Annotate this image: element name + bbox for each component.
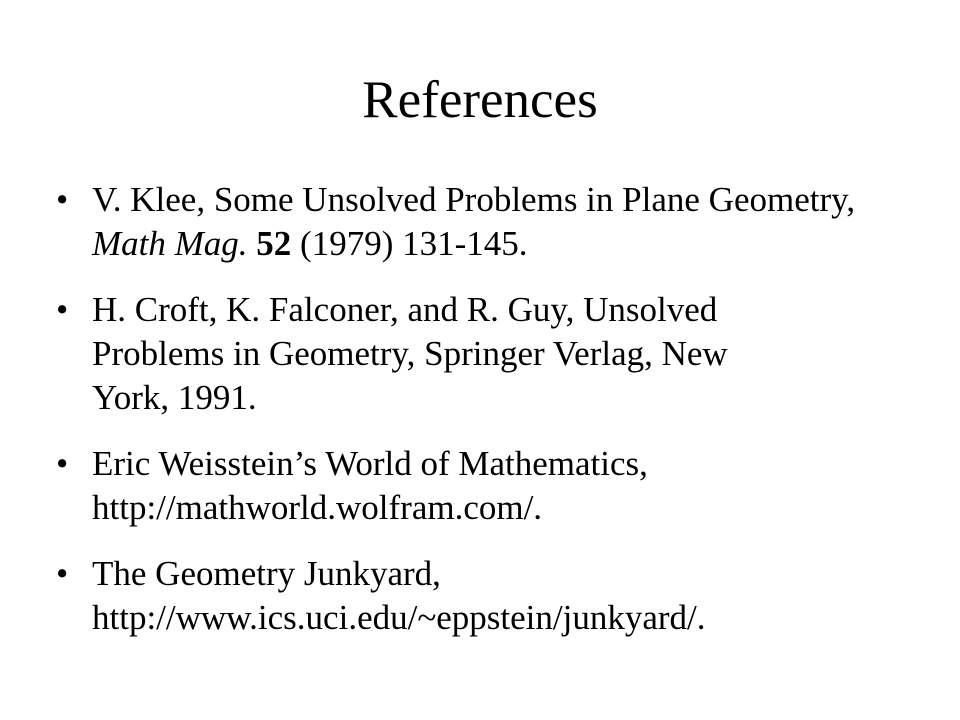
slide-title: References — [362, 71, 598, 129]
references-list — [56, 178, 916, 662]
reference-text-line: The Geometry Junkyard, — [92, 554, 441, 593]
reference-item-junkyard — [56, 552, 916, 640]
reference-volume: 52 — [256, 224, 292, 263]
bullet-icon: • — [56, 180, 69, 219]
bullet-icon: • — [56, 554, 69, 593]
reference-url: http://mathworld.wolfram.com/. — [92, 488, 543, 527]
bullet-icon: • — [56, 444, 69, 483]
bullet-icon: • — [56, 290, 69, 329]
reference-item-klee — [56, 178, 916, 266]
reference-journal: Math Mag. — [92, 224, 248, 263]
reference-item-mathworld — [56, 442, 916, 530]
reference-tail: (1979) 131-145. — [291, 224, 528, 263]
reference-text-line: Eric Weisstein’s World of Mathematics, — [92, 444, 648, 483]
reference-text-line: Problems in Geometry, Springer Verlag, New — [92, 334, 728, 373]
reference-lead: V. Klee, Some Unsolved Problems in Plane Geometry, — [92, 180, 856, 219]
reference-space — [248, 224, 257, 263]
reference-item-croft — [56, 288, 916, 420]
reference-text-line: York, 1991. — [92, 378, 257, 417]
reference-url: http://www.ics.uci.edu/~eppstein/junkyard/. — [92, 598, 706, 637]
reference-text-line: H. Croft, K. Falconer, and R. Guy, Unsolved — [92, 290, 718, 329]
